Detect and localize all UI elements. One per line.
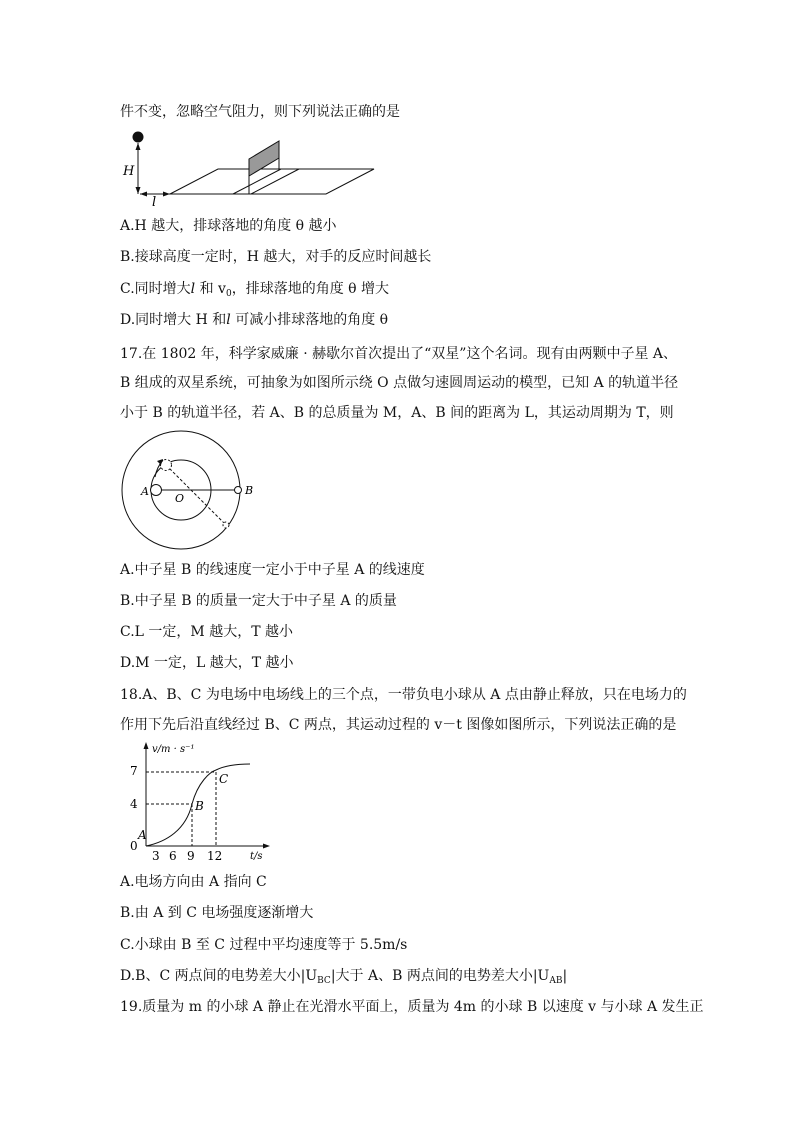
q18-vt-graph bbox=[118, 738, 278, 863]
q19-stem-line-1: 19.质量为 m 的小球 A 静止在光滑水平面上，质量为 4m 的小球 B 以速度 v 与小球 A 发生正 bbox=[120, 999, 704, 1015]
star-a bbox=[151, 485, 162, 496]
q17-stem-line-2: B 组成的双星系统，可抽象为如图所示绕 O 点做匀速圆周运动的模型，已知 A 的轨道半径 bbox=[120, 375, 679, 391]
q17-stem-line-3: 小于 B 的轨道半径，若 A、B 的总质量为 M，A、B 间的距离为 L，其运动周期为 T，则 bbox=[120, 405, 674, 421]
q18-option-c: C.小球由 B 至 C 过程中平均速度等于 5.5m/s bbox=[120, 937, 408, 953]
label-l: l bbox=[152, 195, 157, 210]
x-axis-label: t/s bbox=[250, 851, 263, 862]
q16-volleyball-figure bbox=[118, 124, 378, 210]
q16-option-c: C.同时增大l 和 $v_0$，排球落地的角度 θ 增大 bbox=[120, 281, 390, 299]
xtick-9: 9 bbox=[187, 849, 195, 863]
label-H: H bbox=[123, 164, 135, 179]
ytick-7: 7 bbox=[130, 764, 138, 778]
label-A: A bbox=[141, 485, 149, 498]
q17-option-c: C.L 一定，M 越大，T 越小 bbox=[120, 624, 293, 640]
q18-stem-line-2: 作用下先后沿直线经过 B、C 两点，其运动过程的 v－t 图像如图所示，下列说法正确的是 bbox=[120, 717, 677, 733]
origin-label: 0 bbox=[130, 839, 138, 853]
xtick-6: 6 bbox=[169, 849, 177, 863]
q17-option-a: A.中子星 B 的线速度一定小于中子星 A 的线速度 bbox=[120, 562, 425, 578]
q18-stem-line-1: 18.A、B、C 为电场中电场线上的三个点，一带负电小球从 A 点由静止释放，只在电场力的 bbox=[120, 687, 687, 703]
point-B: B bbox=[195, 799, 204, 813]
q16-option-d: D.同时增大 H 和l 可减小排球落地的角度 θ bbox=[120, 312, 389, 328]
q18-option-d: D.B、C 两点间的电势差大小$|U_{BC}|$大于 A、B 两点间的电势差大小$|U_{AB}|$ bbox=[120, 968, 568, 986]
star-b-ghost bbox=[223, 522, 229, 528]
court-outline bbox=[170, 169, 374, 194]
net bbox=[249, 141, 279, 176]
xtick-3: 3 bbox=[152, 849, 160, 863]
point-C: C bbox=[219, 772, 229, 786]
q17-stem-line-1: 17.在 1802 年，科学家威廉 · 赫歇尔首次提出了“双星”这个名词。现有由两颗中子星 A、 bbox=[120, 346, 678, 362]
ytick-4: 4 bbox=[130, 797, 138, 811]
star-b bbox=[235, 487, 242, 494]
q18-option-b: B.由 A 到 C 电场强度逐渐增大 bbox=[120, 905, 314, 921]
label-B: B bbox=[245, 484, 254, 497]
q17-binary-star-figure bbox=[115, 413, 265, 563]
ball-icon bbox=[133, 132, 144, 143]
q16-stem-tail: 件不变，忽略空气阻力，则下列说法正确的是 bbox=[120, 104, 400, 120]
label-O: O bbox=[175, 492, 185, 505]
q16-option-a: A.H 越大，排球落地的角度 θ 越小 bbox=[120, 218, 337, 234]
q18-option-a: A.电场方向由 A 指向 C bbox=[120, 874, 267, 890]
q16-option-b: B.接球高度一定时，H 越大，对手的反应时间越长 bbox=[120, 249, 432, 265]
xtick-12: 12 bbox=[207, 849, 223, 863]
y-axis-label: v/m · s⁻¹ bbox=[152, 744, 195, 755]
q17-option-d: D.M 一定，L 越大，T 越小 bbox=[120, 655, 294, 671]
point-A: A bbox=[138, 828, 147, 842]
q17-option-b: B.中子星 B 的质量一定大于中子星 A 的质量 bbox=[120, 593, 397, 609]
